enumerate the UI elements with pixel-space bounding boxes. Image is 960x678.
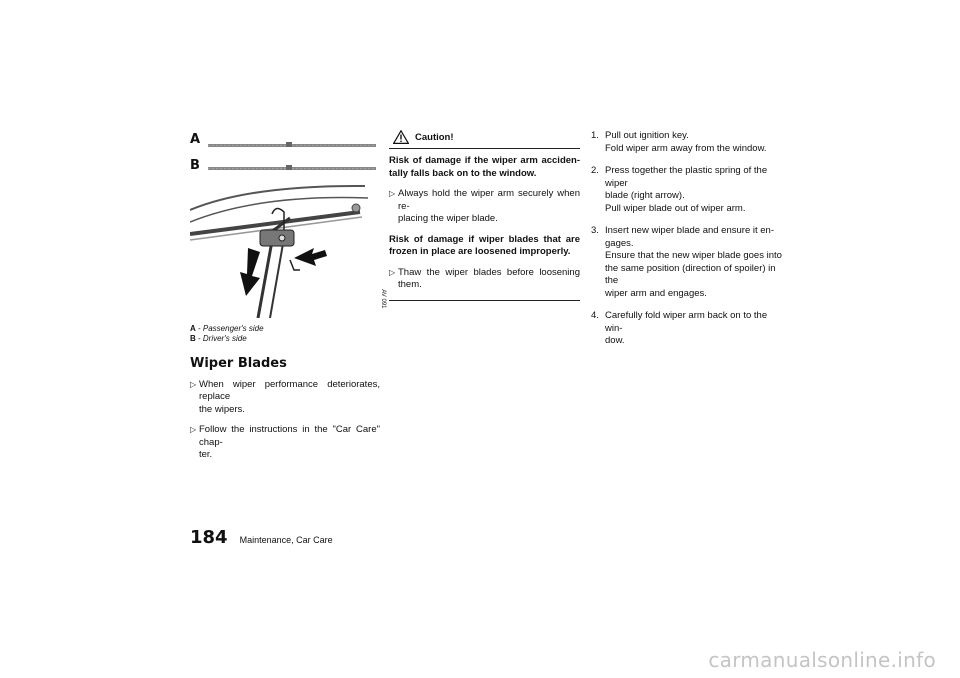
watermark: carmanualsonline.info [708,648,936,672]
page-number: 184 [190,527,228,548]
caution-warning: Risk of damage if the wiper arm acciden-tally falls back on to the window. [389,155,580,179]
caution-header [389,130,580,149]
caution-bullet: ▷ Thaw the wiper blades before loosening them. [389,266,580,290]
step-item: 1. Pull out ignition key. Fold wiper arm away from the window. [591,130,767,154]
section-title: Wiper Blades [190,356,287,371]
page-footer [190,527,333,548]
caution-title: Caution! [415,131,454,143]
legend-item: B - Driver's side [190,334,247,343]
wiper-figure [190,130,386,318]
warning-triangle-icon [393,130,409,144]
instruction-bullet: ▷ When wiper performance deteriorates, replace the wipers. [190,378,380,415]
wiper-clip [260,230,294,246]
left-arrow-icon [294,248,327,266]
bullet-arrow-icon: ▷ [389,267,396,277]
caution-bullet: ▷ Always hold the wiper arm securely when re- placing the wiper blade. [389,188,580,224]
figure-label-b: B [190,158,200,173]
step-item: 3. Insert new wiper blade and ensure it en- gages. Ensure that the new wiper blade goes into the same position (direction of spoiler) in the wiper arm and engages. [591,225,782,299]
chapter-name: Maintenance, Car Care [239,535,333,545]
caution-column [389,130,580,301]
caution-warning: Risk of damage if wiper blades that are frozen in place are loosened improperly. [389,233,580,257]
instruction-bullet: ▷ Follow the instructions in the "Car Care" chap- ter. [190,424,380,460]
figure-legend [190,324,380,344]
bullet-arrow-icon: ▷ [190,425,197,434]
caution-divider [389,300,580,301]
figure-id: AV 091 [379,288,386,308]
down-arrow-icon [240,248,260,296]
bullet-arrow-icon: ▷ [389,189,396,198]
legend-item: A - Passenger's side [190,324,264,333]
figure-label-a: A [190,132,201,147]
wiper-illustration [190,130,380,318]
steps-column [591,130,783,358]
bullet-arrow-icon: ▷ [190,379,197,389]
step-item: 2. Press together the plastic spring of the wiper blade (right arrow). Pull wiper blade out of wiper arm. [591,165,768,214]
step-item: 4. Carefully fold wiper arm back on to the win- dow. [591,310,768,346]
left-column [190,130,386,470]
